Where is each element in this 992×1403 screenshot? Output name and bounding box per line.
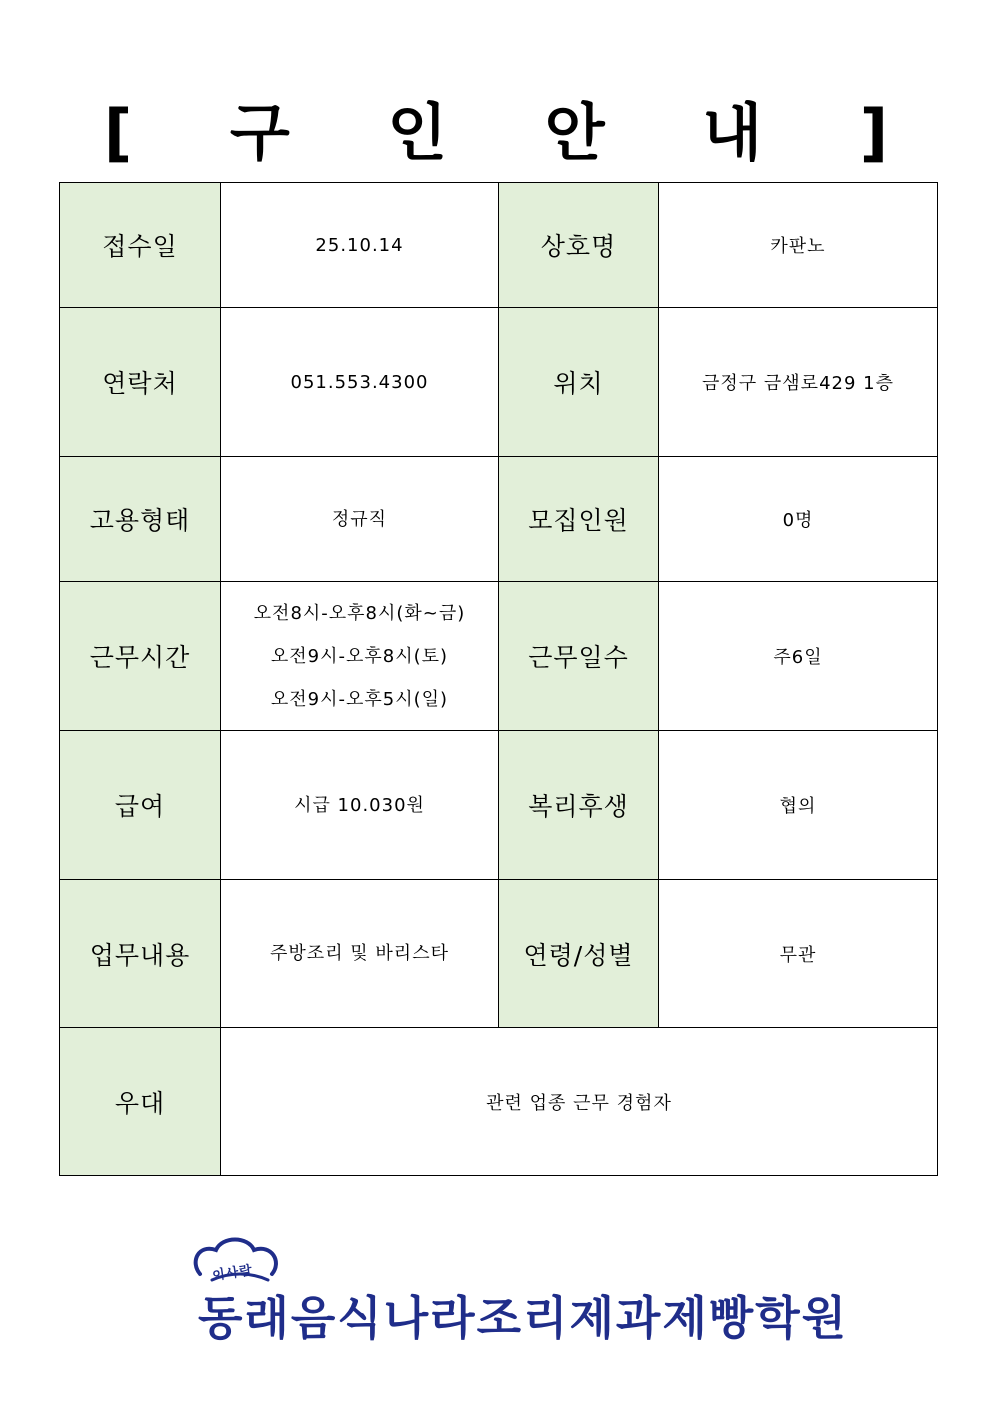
label-employment-type: 고용형태: [60, 457, 221, 582]
value-job-duties: [221, 880, 499, 1028]
table-row: [60, 582, 938, 731]
label-contact: 연락처: [60, 308, 221, 457]
job-info-table: [59, 182, 938, 1176]
label-headcount: 모집인원: [499, 457, 659, 582]
value-work-hours: [221, 582, 499, 731]
table-row: [60, 880, 938, 1028]
label-company-name: 상호명: [499, 183, 659, 308]
label-salary: 급여: [60, 731, 221, 880]
value-line: 정규직: [331, 508, 388, 530]
label-preferred: 우대: [60, 1028, 221, 1176]
value-line: 시급 10.030원: [294, 794, 425, 816]
value-salary: [221, 731, 499, 880]
table-row: [60, 308, 938, 457]
value-benefits: 협의: [659, 731, 938, 880]
value-age-gender: 무관: [659, 880, 938, 1028]
value-line: 25.10.14: [315, 234, 404, 256]
academy-name: 동래음식나라조리제과제빵학원: [198, 1291, 849, 1345]
value-line: 051.553.4300: [290, 371, 429, 393]
label-job-duties: 업무내용: [60, 880, 221, 1028]
value-line: 오전9시-오후5시(일): [270, 688, 449, 710]
value-headcount: 0명: [659, 457, 938, 582]
label-location: 위치: [499, 308, 659, 457]
value-received-date: [221, 183, 499, 308]
value-line: 주방조리 및 바리스타: [270, 943, 449, 964]
value-work-days: 주6일: [659, 582, 938, 731]
label-work-hours: 근무시간: [60, 582, 221, 731]
label-received-date: 접수일: [60, 183, 221, 308]
label-age-gender: 연령/성별: [499, 880, 659, 1028]
value-contact: [221, 308, 499, 457]
table-row: [60, 731, 938, 880]
table-row: [60, 457, 938, 582]
table-row: [60, 1028, 938, 1176]
value-line: 오전8시-오후8시(화~금): [253, 602, 466, 624]
page-title: [ 구 인 안 내 ]: [103, 95, 927, 169]
label-benefits: 복리후생: [499, 731, 659, 880]
academy-logo: [190, 1234, 849, 1345]
value-line: 오전9시-오후8시(토): [270, 645, 449, 667]
logo-small-text: 이사람: [211, 1263, 254, 1284]
value-location: 금정구 금샘로429 1층: [659, 308, 938, 457]
value-preferred: 관련 업종 근무 경험자: [221, 1028, 938, 1176]
value-company-name: 카판노: [659, 183, 938, 308]
value-employment-type: [221, 457, 499, 582]
label-work-days: 근무일수: [499, 582, 659, 731]
table-row: [60, 183, 938, 308]
